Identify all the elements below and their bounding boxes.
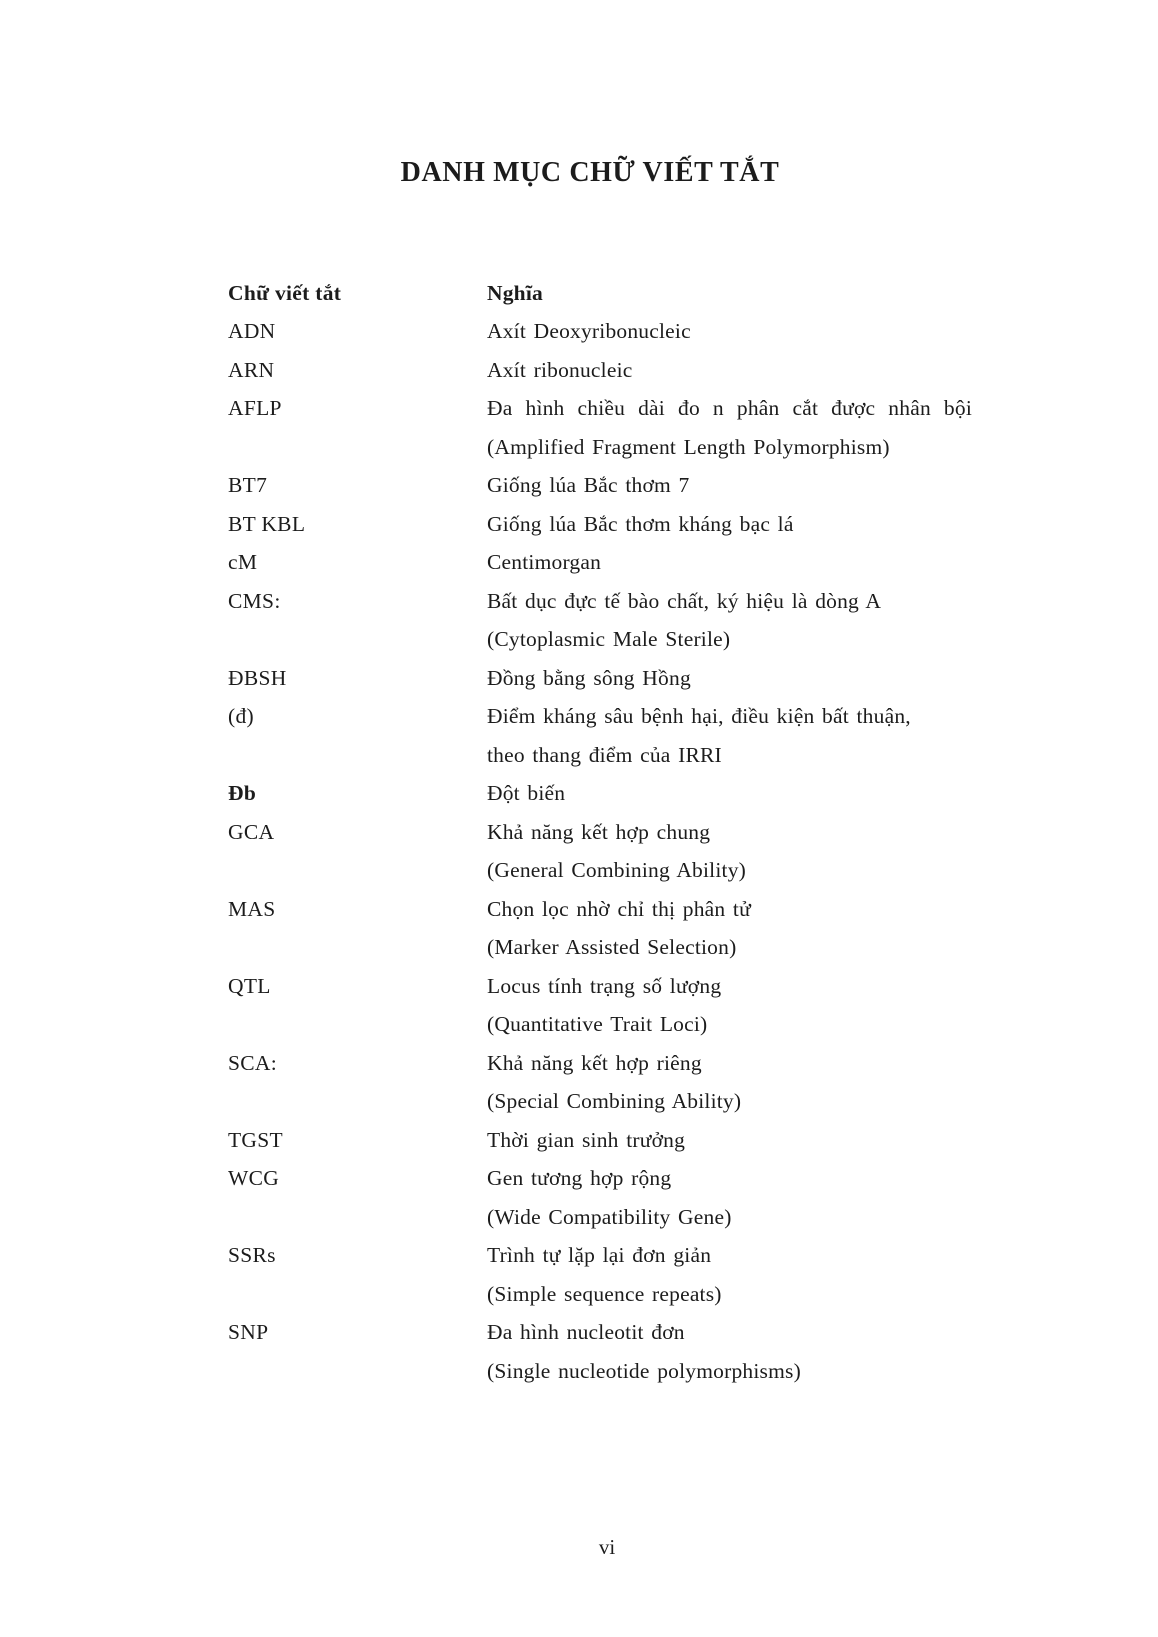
table-row [228, 736, 972, 775]
abbreviation-cell: GCA [228, 819, 275, 844]
meaning-cell: Đa hình chiều dài đo n phân cắt được nhân bội [487, 396, 972, 421]
table-header-row [228, 274, 972, 313]
meaning-cell: Axít Deoxyribonucleic [487, 319, 691, 344]
table-row [228, 813, 972, 852]
meaning-cell: Khả năng kết hợp riêng [487, 1050, 702, 1075]
page-number: vi [598, 1535, 616, 1559]
abbreviations-table [228, 274, 972, 1391]
meaning-cell: (Quantitative Trait Loci) [487, 1012, 708, 1037]
abbreviation-cell: BT KBL [228, 511, 306, 536]
meaning-cell: Chọn lọc nhờ chỉ thị phân tử [487, 896, 751, 921]
table-row [228, 1352, 972, 1391]
abbreviation-cell: Đb [228, 781, 257, 806]
meaning-cell: Locus tính trạng số lượng [487, 973, 722, 998]
abbreviation-cell: (đ) [228, 704, 254, 729]
abbreviation-cell: BT7 [228, 473, 268, 498]
abbreviation-cell: CMS: [228, 588, 281, 613]
table-row [228, 428, 972, 467]
header-meaning: Nghĩa [487, 280, 543, 305]
meaning-cell: Axít ribonucleic [487, 357, 633, 382]
table-row [228, 967, 972, 1006]
table-row [228, 505, 972, 544]
abbreviation-cell: SSRs [228, 1243, 276, 1268]
meaning-cell: (Amplified Fragment Length Polymorphism) [487, 434, 890, 459]
table-row [228, 1198, 972, 1237]
abbreviation-cell: AFLP [228, 396, 282, 421]
table-row [228, 1044, 972, 1083]
meaning-cell: (Special Combining Ability) [487, 1089, 742, 1114]
table-row [228, 390, 972, 429]
table-row [228, 351, 972, 390]
abbreviation-cell: ADN [228, 319, 276, 344]
abbreviation-cell: MAS [228, 896, 276, 921]
meaning-cell: Khả năng kết hợp chung [487, 819, 711, 844]
abbreviation-cell: SCA: [228, 1050, 277, 1075]
meaning-cell: (Marker Assisted Selection) [487, 935, 737, 960]
meaning-cell: theo thang điểm của IRRI [487, 742, 722, 767]
table-row [228, 1314, 972, 1353]
table-row [228, 1006, 972, 1045]
meaning-cell: Trình tự lặp lại đơn giản [487, 1243, 712, 1268]
abbreviation-cell: cM [228, 550, 258, 575]
abbreviation-cell: WCG [228, 1166, 280, 1191]
table-row [228, 582, 972, 621]
table-row [228, 1083, 972, 1122]
table-row [228, 313, 972, 352]
meaning-cell: Đa hình nucleotit đơn [487, 1320, 685, 1345]
meaning-cell: Giống lúa Bắc thơm 7 [487, 473, 690, 498]
table-row [228, 659, 972, 698]
table-row [228, 544, 972, 583]
page-title: DANH MỤC CHỮ VIẾT TẮT [400, 157, 780, 188]
meaning-cell: (Wide Compatibility Gene) [487, 1204, 732, 1229]
meaning-cell: Điểm kháng sâu bệnh hại, điều kiện bất thuận, [487, 704, 911, 729]
table-row [228, 1237, 972, 1276]
table-row [228, 698, 972, 737]
meaning-cell: (Cytoplasmic Male Sterile) [487, 627, 731, 652]
abbreviation-rows [228, 313, 972, 1391]
meaning-cell: Bất dục đực tế bào chất, ký hiệu là dòng A [487, 588, 882, 613]
abbreviation-cell: ĐBSH [228, 665, 287, 690]
header-abbreviation: Chữ viết tắt [228, 280, 342, 305]
table-row [228, 1275, 972, 1314]
table-row [228, 929, 972, 968]
table-row [228, 1160, 972, 1199]
meaning-cell: Gen tương hợp rộng [487, 1166, 672, 1191]
table-row [228, 852, 972, 891]
table-row [228, 467, 972, 506]
meaning-cell: (Simple sequence repeats) [487, 1281, 722, 1306]
meaning-cell: Đồng bằng sông Hồng [487, 665, 691, 690]
meaning-cell: Centimorgan [487, 550, 602, 575]
meaning-cell: Giống lúa Bắc thơm kháng bạc lá [487, 511, 794, 536]
meaning-cell: (Single nucleotide polymorphisms) [487, 1358, 801, 1383]
abbreviation-cell: ARN [228, 357, 275, 382]
abbreviation-cell: TGST [228, 1127, 283, 1152]
abbreviation-cell: SNP [228, 1320, 269, 1345]
table-row [228, 775, 972, 814]
meaning-cell: Thời gian sinh trưởng [487, 1127, 686, 1152]
meaning-cell: Đột biến [487, 781, 566, 806]
abbreviation-cell: QTL [228, 973, 271, 998]
table-row [228, 890, 972, 929]
table-row [228, 1121, 972, 1160]
meaning-cell: (General Combining Ability) [487, 858, 747, 883]
table-row [228, 621, 972, 660]
